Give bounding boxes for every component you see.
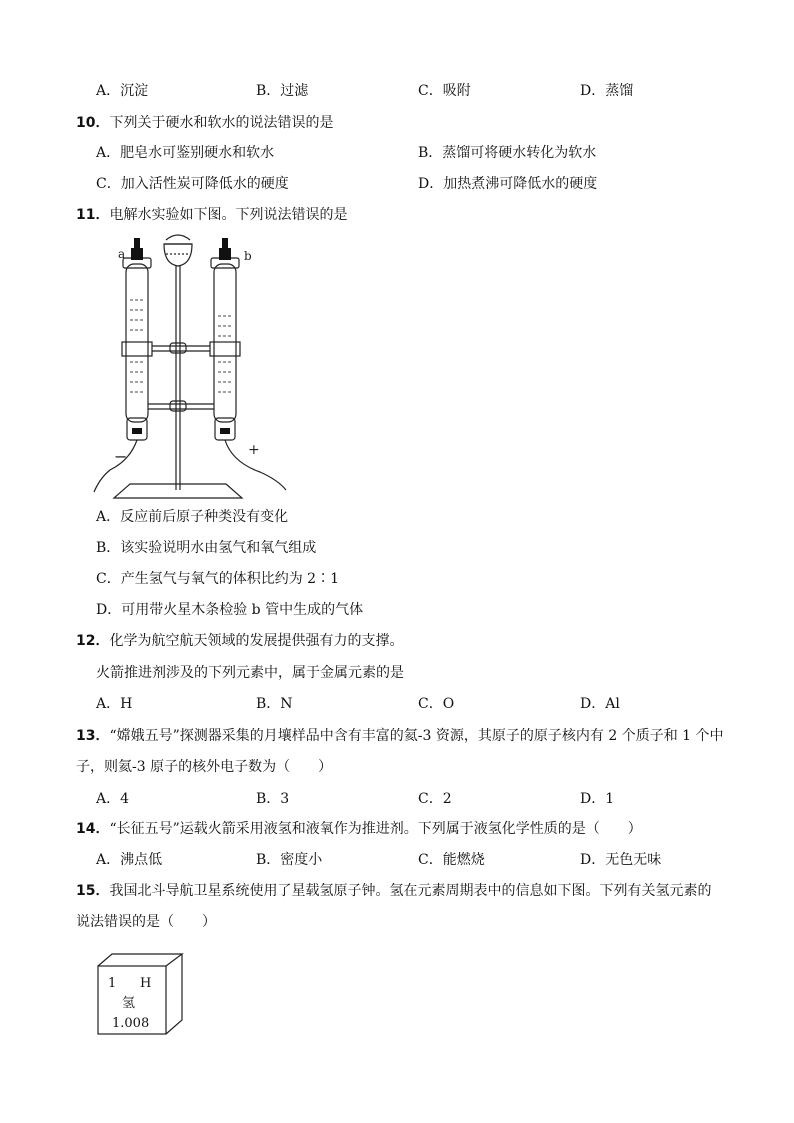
q14-option-a: A．沸点低: [96, 852, 163, 868]
electrolysis-apparatus-figure: [90, 230, 300, 502]
q9-option-d: D．蒸馏: [580, 83, 634, 99]
q10-option-a: A．肥皂水可鉴别硬水和软水: [96, 145, 275, 161]
q12-number: 12．: [76, 633, 110, 649]
q11-option-d: D．可用带火星木条检验 b 管中生成的气体: [96, 602, 364, 618]
q10-number: 10．: [76, 115, 110, 131]
q11-number: 11．: [76, 207, 110, 223]
q14-option-d: D．无色无味: [580, 852, 662, 868]
q14-number: 14．: [76, 821, 110, 837]
q13-option-b: B．3: [256, 791, 290, 807]
negative-terminal-label: −: [114, 447, 128, 466]
q9-option-b: B．过滤: [256, 83, 309, 99]
q13-option-d: D．1: [580, 791, 615, 807]
q11-option-a: A．反应前后原子种类没有变化: [96, 509, 289, 525]
q14-option-b: B．密度小: [256, 852, 323, 868]
q11-option-b: B．该实验说明水由氢气和氧气组成: [96, 540, 317, 556]
q15-stem-line2: 说法错误的是（ ）: [76, 914, 216, 930]
q14-stem: [76, 820, 642, 838]
positive-terminal-label: +: [248, 442, 260, 458]
tube-a-label: a: [118, 247, 126, 261]
q11-stem-text: 电解水实验如下图。下列说法错误的是: [109, 207, 348, 223]
element-name: 氢: [122, 996, 136, 1011]
q10-stem-text: 下列关于硬水和软水的说法错误的是: [109, 115, 334, 131]
q12-stem-line2: 火箭推进剂涉及的下列元素中，属于金属元素的是: [96, 665, 404, 681]
q13-stem-line2: 子，则氦-3 原子的核外电子数为（ ）: [76, 759, 333, 775]
hydrogen-element-cell: [96, 952, 188, 1036]
element-atomic-number: 1: [108, 976, 117, 991]
q10-stem: [76, 114, 333, 132]
q15-stem-text: 我国北斗导航卫星系统使用了星载氢原子钟。氢在元素周期表中的信息如下图。下列有关氢元素的: [109, 883, 712, 899]
q11-stem: [76, 206, 347, 224]
q13-stem-text: “嫦娥五号”探测器采集的月壤样品中含有丰富的氦-3 资源，其原子的原子核内有 2 个质子和 1 个中: [109, 728, 724, 744]
q13-number: 13．: [76, 728, 110, 744]
q13-stem: [76, 727, 724, 745]
q9-option-c: C．吸附: [418, 83, 471, 99]
q12-option-d: D．Al: [580, 696, 620, 712]
q12-option-b: B．N: [256, 696, 293, 712]
q12-stem-text: 化学为航空航天领域的发展提供强有力的支撑。: [109, 633, 404, 649]
tube-b-label: b: [244, 249, 252, 263]
q10-option-d: D．加热煮沸可降低水的硬度: [418, 176, 598, 192]
q14-option-c: C．能燃烧: [418, 852, 485, 868]
q13-option-c: C．2: [418, 791, 452, 807]
q12-option-c: C．O: [418, 696, 455, 712]
q9-option-a: A．沉淀: [96, 83, 149, 99]
element-atomic-mass: 1.008: [112, 1016, 150, 1031]
element-symbol: H: [140, 976, 152, 991]
q14-stem-text: “长征五号”运载火箭采用液氢和液氧作为推进剂。下列属于液氢化学性质的是（ ）: [109, 821, 642, 837]
q15-number: 15．: [76, 883, 110, 899]
q10-option-b: B．蒸馏可将硬水转化为软水: [418, 145, 597, 161]
q11-option-c: C．产生氢气与氧气的体积比约为 2∶1: [96, 571, 339, 587]
q15-stem: [76, 882, 711, 900]
q10-option-c: C．加入活性炭可降低水的硬度: [96, 176, 289, 192]
q12-stem: [76, 632, 403, 650]
q12-option-a: A．H: [96, 696, 133, 712]
q13-option-a: A．4: [96, 791, 130, 807]
